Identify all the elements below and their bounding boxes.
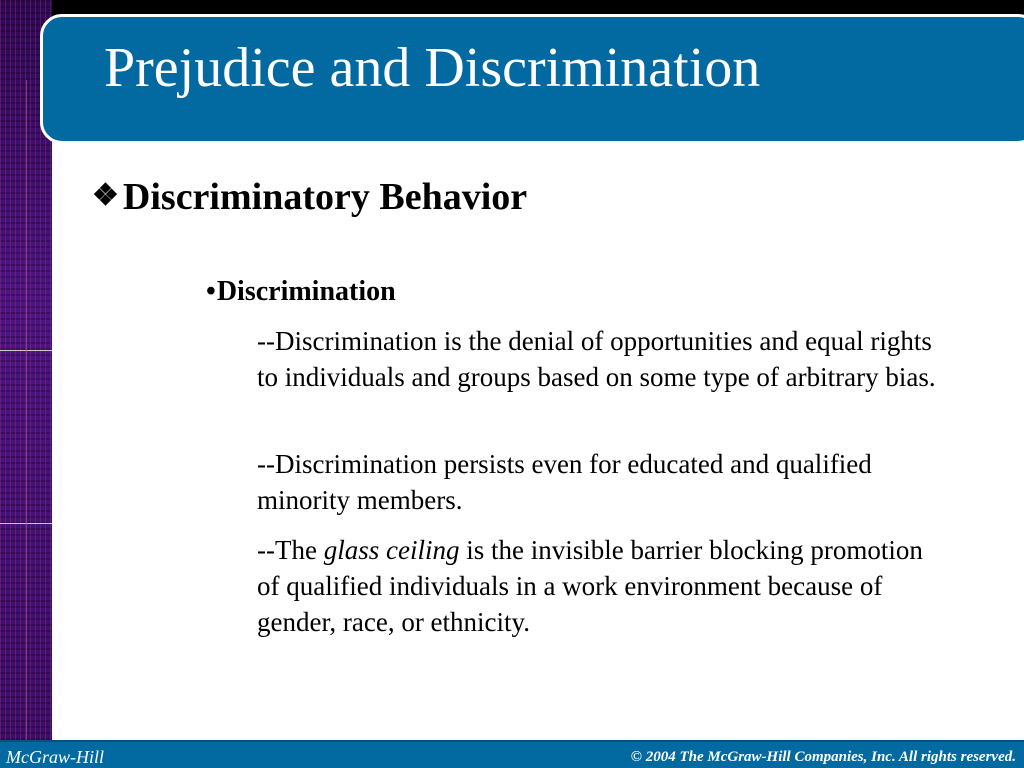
footer-bar [0, 740, 1024, 768]
section-heading [92, 178, 527, 216]
copyright-notice: © 2004 The McGraw-Hill Companies, Inc. All rights reserved. [630, 749, 1016, 765]
subheading-label: Discrimination [216, 276, 396, 307]
paragraph-definition: --Discrimination is the denial of opportunities and equal rights to individuals and groups based on some type of arbitrary bias. [257, 326, 936, 392]
diamond-bullet-icon: ❖ [92, 179, 119, 212]
strip-vertical-rule [26, 80, 27, 740]
section-heading-label: Discriminatory Behavior [122, 176, 528, 218]
publisher-label: McGraw-Hill [6, 747, 104, 767]
slide-title: Prejudice and Discrimination [104, 37, 761, 99]
subheading [206, 278, 396, 306]
bullet-dot: • [206, 276, 216, 307]
glass-ceiling-suffix: is the invisible barrier blocking promotion of qualified individuals in a work environment because of gender, race, or ethnicity. [257, 535, 923, 637]
paragraph-persistence: --Discrimination persists even for educated and qualified minority members. [257, 449, 872, 515]
glass-ceiling-prefix: --The [257, 535, 324, 565]
glass-ceiling-term: glass ceiling [323, 535, 460, 565]
paragraph-glass-ceiling [257, 532, 937, 640]
